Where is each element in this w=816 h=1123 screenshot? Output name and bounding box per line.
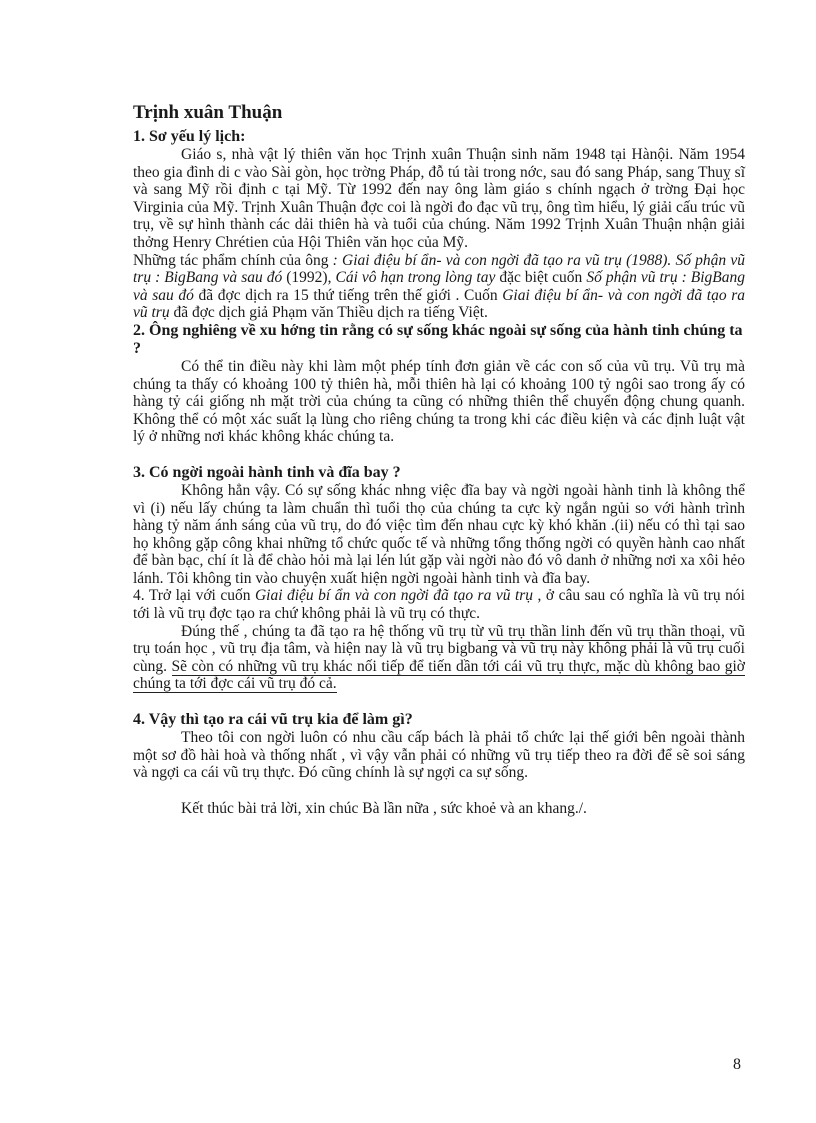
section-3-paragraph-1: Không hẳn vậy. Có sự sống khác nhng việc đĩa bay và ngời ngoài hành tinh là không thể vì (i) nếu lấy chúng ta làm chuẩn thì tuổi thọ của chúng ta cực kỳ ngắn ngủi so với hành trình hàng tỷ năm ánh sáng của vũ trụ, do đó việc tìm đến nhau cực kỳ khó khăn .(ii) nếu có thì tại sao họ không gặp công khai những tổ chức quốc tế và những tổng thống ngời có quyền hành cao nhất để bàn bạc, chí ít là để chào hỏi mà lại lén lút gặp vài ngời nào đó vô danh ở những nơi xa xôi hẻo lánh. Tôi không tin vào chuyện xuất hiện ngời ngoài hành tinh và đĩa bay.: [133, 481, 745, 587]
section-3-paragraph-2: 4. Trở lại với cuốn Giai điệu bí ẩn và con ngời đã tạo ra vũ trụ , ở câu sau có nghĩa là vũ trụ nói tới là vũ trụ đợc tạo ra chứ không phải là vũ trụ có thực.: [133, 587, 745, 623]
underlined-text-2: Sẽ còn có những vũ trụ khác nối tiếp để tiến dần tới cái vũ trụ thực, mặc dù không bao giờ chúng ta tới đợc cái vũ trụ đó cả.: [133, 657, 745, 693]
section-2-paragraph-1: Có thể tin điều này khi làm một phép tính đơn giản về các con số của vũ trụ. Vũ trụ mà chúng ta thấy có khoảng 100 tỷ thiên hà, mỗi thiên hà lại có khoảng 100 tỷ ngôi sao trong ấy có hàng tỷ cái giống nh mặt trời của chúng ta cũng có những thiên thể chuyển động chung quanh. Không thể có một xác suất lạ lùng cho riêng chúng ta trong khi các điều kiện và các định luật vật lý ở những nơi khác không khác chúng ta.: [133, 357, 745, 446]
section-1-heading: 1. Sơ yếu lý lịch:: [133, 128, 246, 145]
page-number: 8: [733, 1056, 741, 1073]
section-4-heading: 4. Vậy thì tạo ra cái vũ trụ kia để làm gì?: [133, 711, 413, 729]
page-title: Trịnh xuân Thuận: [133, 102, 283, 123]
section-1-paragraph-2: Những tác phẩm chính của ông : Giai điệu bí ẩn- và con ngời đã tạo ra vũ trụ (1988). Số phận vũ trụ : BigBang và sau đó (1992), Cái vô hạn trong lòng tay đặc biệt cuốn Số phận vũ trụ : BigBang và sau đó đã đợc dịch ra 15 thứ tiếng trên thế giới . Cuốn Giai điệu bí ẩn- và con ngời đã tạo ra vũ trụ đã đợc dịch giả Phạm văn Thiều dịch ra tiếng Việt.: [133, 251, 746, 322]
section-3-heading: 3. Có ngời ngoài hành tinh và đĩa bay ?: [133, 463, 401, 481]
section-4-paragraph-2: Kết thúc bài trả lời, xin chúc Bà lần nữa , sức khoẻ và an khang./.: [181, 799, 587, 817]
section-2-heading: 2. Ông nghiêng về xu hớng tin rằng có sự sống khác ngoài sự sống của hành tinh chúng ta ?: [133, 321, 743, 357]
section-4-paragraph-1: Theo tôi con ngời luôn có nhu cầu cấp bách là phải tổ chức lại thế giới bên ngoài thành một sơ đồ hài hoà và thống nhất , vì vậy vẫn phải có những vũ trụ tiếp theo ra đời để sẽ soi sáng và ngợi ca cái vũ trụ thực. Đó cũng chính là sự ngợi ca sự sống.: [133, 729, 745, 782]
underlined-text-1: vũ trụ thần linh đến vũ trụ thần thoại: [488, 622, 722, 640]
section-3-paragraph-3: Đúng thế , chúng ta đã tạo ra hệ thống vũ trụ từ vũ trụ thần linh đến vũ trụ thần thoại, vũ trụ toán học , vũ trụ địa tâm, và hiện nay là vũ trụ bigbang và vũ trụ này không phải là vũ trụ cuối cùng. Sẽ còn có những vũ trụ khác nối tiếp để tiến dần tới cái vũ trụ thực, mặc dù không bao giờ chúng ta tới đợc cái vũ trụ đó cả.: [133, 622, 746, 693]
section-1-paragraph-1: Giáo s, nhà vật lý thiên văn học Trịnh xuân Thuận sinh năm 1948 tại Hànội. Năm 1954 theo gia đình di c vào Sài gòn, học trờng Pháp, đỗ tú tài trong nớc, sau đó sang Pháp, sang Thuỵ sĩ và sang Mỹ rồi định c tại Mỹ. Từ 1992 đến nay ông làm giáo s chính ngạch ở trờng Đại học Virginia của Mỹ. Trịnh Xuân Thuận đợc coi là ngời đo đạc vũ trụ, ông tìm hiểu, lý giải cấu trúc vũ trụ, về sự hình thành các dải thiên hà và tuổi của chúng. Năm 1992 Trịnh Xuân Thuận nhận giải thởng Henry Chrétien của Hội Thiên văn học của Mỹ.: [133, 146, 745, 251]
document-body: [133, 102, 745, 817]
